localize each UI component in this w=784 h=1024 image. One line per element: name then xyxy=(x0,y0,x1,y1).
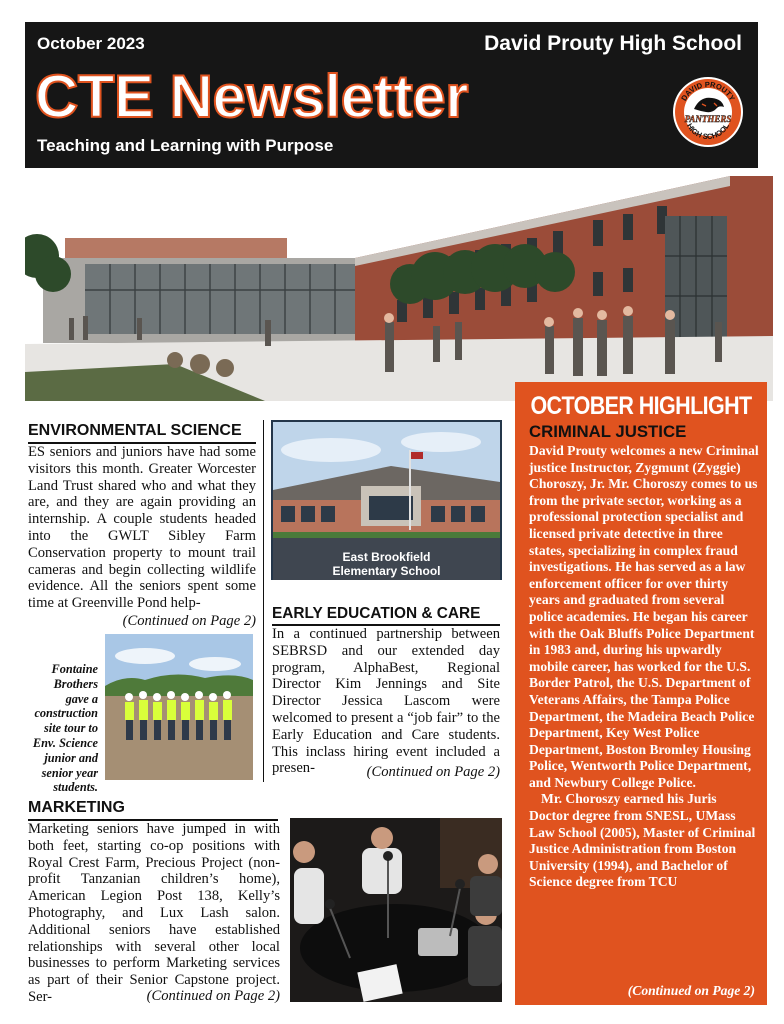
early-education-continued: (Continued on Page 2) xyxy=(366,764,500,780)
newsletter-header xyxy=(25,22,758,168)
environmental-science-body: ES seniors and juniors have had some visitors this month. Greater Worcester Land Trust shared who and what they are, and they are again providing an internship. A couple students headed into the GWLT Sibley Farm Conservation property to mount trail cameras and begin collecting wildlife evidence. All the seniors spent some time at Greenville Pond help- xyxy=(28,444,256,612)
school-photo-caption-line1: East Brookfield xyxy=(342,550,431,564)
marketing-body: Marketing seniors have jumped in with both feet, starting co-op positions with Royal Crest Farm, Precious Project (non-profit Tanzanian children’s home), American Legion Post 138, Kelly’s Photography, and Lux Lash salon. Additional seniors have established relationships with several other local businesses to perform Marketing services as part of their Senior Capstone project. Ser- xyxy=(28,821,280,1005)
highlight-title: OCTOBER HIGHLIGHT xyxy=(530,392,752,420)
construction-tour-photo xyxy=(105,634,253,780)
construction-tour-caption: Fontaine Brothers gave a construction site tour to Env. Science junior and senior year students. xyxy=(32,662,98,795)
logo-text-bottom: HIGH SCHOOL xyxy=(685,121,731,142)
logo-mascot-text: PANTHERS xyxy=(684,114,732,124)
highlight-subtitle: CRIMINAL JUSTICE xyxy=(529,422,687,441)
environmental-science-continued: (Continued on Page 2) xyxy=(122,613,256,629)
october-highlight-box xyxy=(515,382,767,1005)
podcast-studio-photo xyxy=(290,818,502,1002)
school-building-rendering xyxy=(25,176,773,401)
logo-text-top: DAVID PROUTY xyxy=(679,79,737,103)
environmental-science-heading: ENVIRONMENTAL SCIENCE xyxy=(28,422,242,439)
column-divider xyxy=(263,420,264,782)
early-education-body: In a continued partnership between SEBRSD and our extended day program, AlphaBest, Regional Director Kim Jennings and Site Director Jessica Lascom were welcomed to present a “job fair” to the Early Education and Care students. This inclass hiring event included a presen- xyxy=(272,626,500,777)
tagline: Teaching and Learning with Purpose xyxy=(37,136,334,155)
marketing-continued: (Continued on Page 2) xyxy=(146,988,280,1004)
school-photo-caption-line2: Elementary School xyxy=(332,564,441,578)
highlight-paragraph-2: Mr. Choroszy earned his Juris Doctor degree from SNESL, UMass Law School (2005), Master of Criminal Justice Administration from Boston University (1994), and Bachelor of Science degree from TCU xyxy=(529,791,756,890)
panthers-logo xyxy=(672,76,744,148)
highlight-paragraph-1: David Prouty welcomes a new Criminal justice Instructor, Zygmunt (Zyggie) Choroszy, Jr. Mr. Choroszy comes to us from the private sector, working as a professional protection specialist and licensed private detective in three states, specializing in complex fraud investigations. He has served as a law enforcement officer for over thirty years and graduated from several police academies. He began his career with the Oak Bluffs Police Department in 1983 and, during his upwardly mobile career, has worked for the U.S. Border Patrol, the U.S. Department of Veterans Affairs, the Tampa Police Department, the Madeira Beach Police Department, Key West Police Department, Boston Bromley Housing Police, Wentworth Police Department, and Newbury College Police. xyxy=(529,443,759,790)
marketing-heading: MARKETING xyxy=(28,799,125,816)
early-education-heading: EARLY EDUCATION & CARE xyxy=(272,605,481,622)
highlight-body xyxy=(529,443,759,891)
masthead-title: CTE Newsletter xyxy=(35,63,469,130)
issue-date: October 2023 xyxy=(37,34,145,53)
school-name: David Prouty High School xyxy=(484,32,742,55)
highlight-continued: (Continued on Page 2) xyxy=(627,983,755,998)
